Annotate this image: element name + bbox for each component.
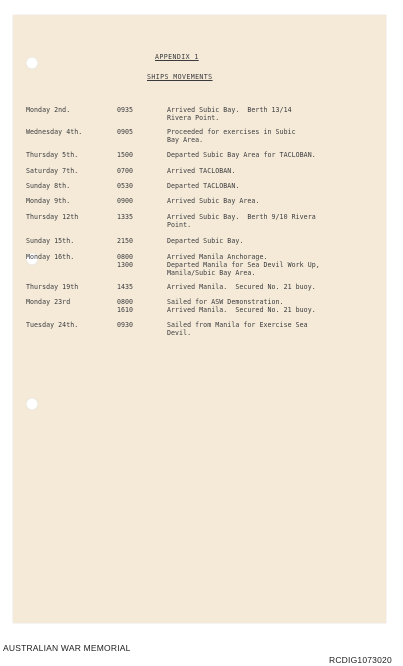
entry-time: 0530	[117, 182, 134, 190]
entry-day: Tuesday 24th.	[26, 321, 79, 329]
entry-event: Sailed from Manila for Exercise Sea Devil.	[167, 321, 308, 337]
entry-event: Arrived Subic Bay Area.	[167, 197, 260, 205]
entry-day: Monday 23rd	[26, 298, 71, 306]
entry-event: Departed Subic Bay Area for TACLOBAN.	[167, 151, 316, 159]
appendix-title: APPENDIX 1	[155, 53, 199, 61]
entry-day: Monday 9th.	[26, 197, 71, 205]
entry-day: Monday 2nd.	[26, 106, 71, 114]
record-id: RCDIG1073020	[329, 655, 392, 665]
entry-time: 2150	[117, 237, 134, 245]
entry-day: Thursday 19th	[26, 283, 79, 291]
entry-event: Departed TACLOBAN.	[167, 182, 240, 190]
entry-day: Sunday 15th.	[26, 237, 75, 245]
entry-time: 0800 1610	[117, 298, 134, 314]
entry-event: Arrived Manila. Secured No. 21 buoy.	[167, 283, 316, 291]
entry-time: 0905	[117, 128, 134, 136]
entry-day: Thursday 12th	[26, 213, 79, 221]
section-title: SHIPS MOVEMENTS	[147, 73, 213, 81]
entry-day: Monday 16th.	[26, 253, 75, 261]
entry-event: Proceeded for exercises in Subic Bay Area.	[167, 128, 296, 144]
entry-time: 0930	[117, 321, 134, 329]
entry-event: Arrived Subic Bay. Berth 9/10 Rivera Point.	[167, 213, 316, 229]
entry-time: 1500	[117, 151, 134, 159]
entry-time: 0700	[117, 167, 134, 175]
entry-day: Wednesday 4th.	[26, 128, 83, 136]
entry-time: 0800 1300	[117, 253, 134, 269]
punch-hole	[26, 57, 38, 69]
entry-event: Arrived TACLOBAN.	[167, 167, 236, 175]
entry-day: Sunday 8th.	[26, 182, 71, 190]
entry-time: 1435	[117, 283, 134, 291]
entry-time: 0935	[117, 106, 134, 114]
entry-day: Saturday 7th.	[26, 167, 79, 175]
punch-hole	[26, 398, 38, 410]
entry-day: Thursday 5th.	[26, 151, 79, 159]
entry-time: 1335	[117, 213, 134, 221]
entry-event: Sailed for ASW Demonstration. Arrived Manila. Secured No. 21 buoy.	[167, 298, 316, 314]
entry-event: Arrived Subic Bay. Berth 13/14 Rivera Point.	[167, 106, 292, 122]
entry-event: Arrived Manila Anchorage. Departed Manila for Sea Devil Work Up, Manila/Subic Bay Area.	[167, 253, 320, 277]
entry-time: 0900	[117, 197, 134, 205]
institution-label: AUSTRALIAN WAR MEMORIAL	[3, 643, 131, 653]
entry-event: Departed Subic Bay.	[167, 237, 244, 245]
